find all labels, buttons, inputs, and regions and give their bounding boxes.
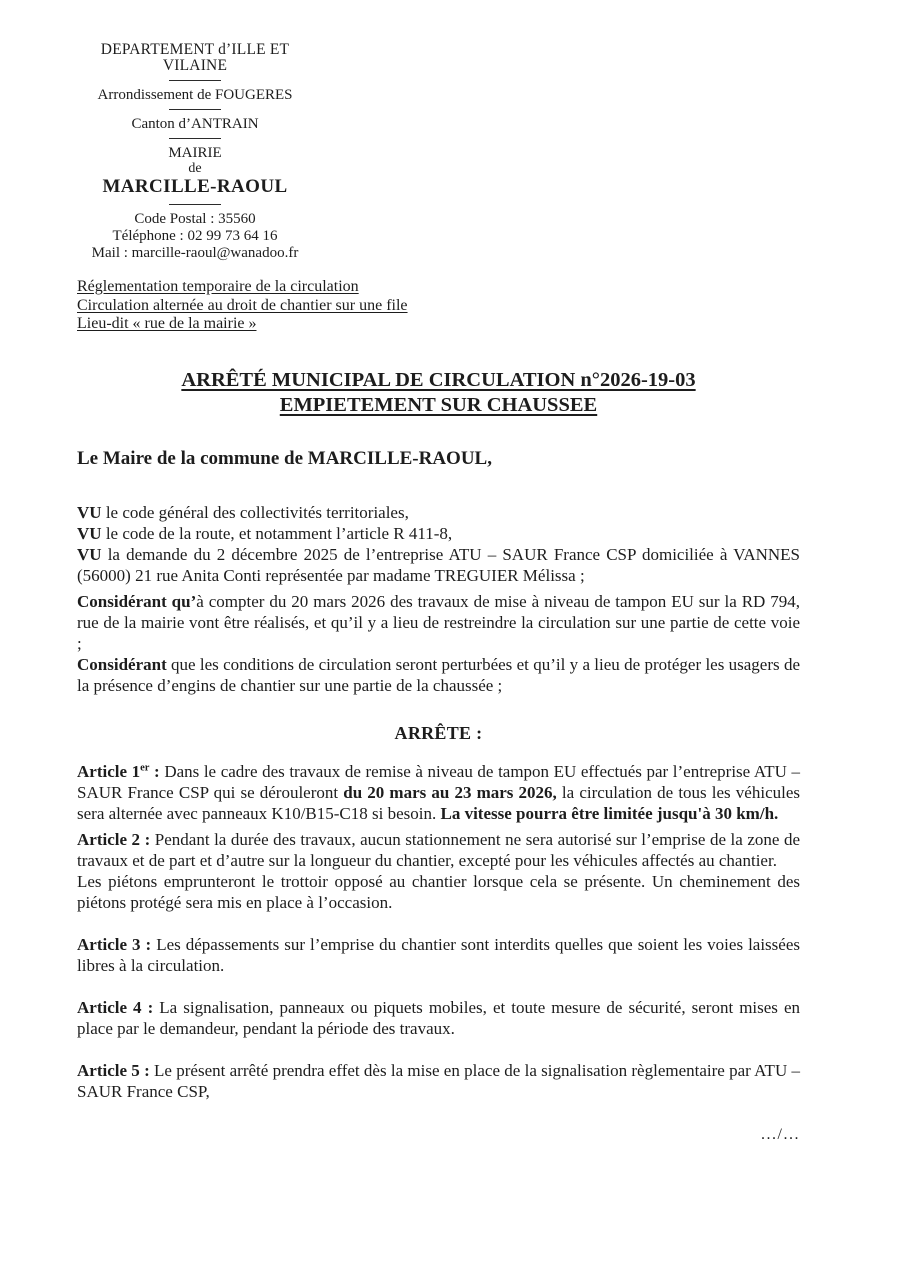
letterhead-telephone: Téléphone : 02 99 73 64 16	[112, 228, 278, 244]
considerant-clause-1: Considérant qu’à compter du 20 mars 2026 des travaux de mise à niveau de tampon EU sur la RD 794, rue de la mairie vont être réalisés, et qu’il y a lieu de restreindre la circulation sur une partie de cette voie ;	[77, 591, 800, 653]
divider	[169, 80, 221, 81]
subject-lines	[77, 278, 900, 334]
vu-clause-2: VU le code de la route, et notamment l’article R 411-8,	[77, 523, 453, 543]
letterhead-mail: Mail : marcille-raoul@wanadoo.fr	[91, 245, 299, 261]
divider	[169, 109, 221, 110]
subject-line-3-text: Lieu-dit « rue de la mairie »	[77, 315, 257, 332]
letterhead-department: DEPARTEMENT d’ILLE ET VILAINE	[100, 41, 290, 74]
subject-line-2-text: Circulation alternée au droit de chantier sur une file	[77, 296, 408, 314]
subject-line-1	[77, 278, 900, 297]
divider	[169, 204, 221, 205]
decree-title-line-2-text: EMPIETEMENT SUR CHAUSSEE	[279, 393, 598, 416]
decree-title-line-1	[77, 368, 800, 393]
article-3: Article 3 : Les dépassements sur l’emprise du chantier sont interdits quelles que soient les voies laissées libres à la circulation.	[77, 934, 800, 975]
article-2: Article 2 : Pendant la durée des travaux, aucun stationnement ne sera autorisé sur l’emprise de la zone de travaux et de part et d’autre sur la longueur du chantier, excepté pour les véhicules affectés au chantier. Les piétons emprunteront le trottoir opposé au chantier lorsque cela se présente. Un cheminement des piétons protégé sera mis en place à l’occasion.	[77, 829, 800, 912]
letterhead	[77, 42, 313, 262]
letterhead-code-postal: Code Postal : 35560	[134, 211, 256, 227]
vu-clause-1: VU le code général des collectivités territoriales,	[77, 502, 409, 522]
decree-title-line-2	[77, 393, 800, 418]
vu-clause-3: VU la demande du 2 décembre 2025 de l’entreprise ATU – SAUR France CSP domiciliée à VANNES (56000) 21 rue Anita Conti représentée par madame TREGUIER Mélissa ;	[77, 544, 800, 585]
article-4: Article 4 : La signalisation, panneaux ou piquets mobiles, et toute mesure de sécurité, seront mises en place par le demandeur, pendant la période des travaux.	[77, 997, 801, 1038]
divider	[169, 138, 221, 139]
considerant-clause-2: Considérant que les conditions de circulation seront perturbées et qu’il y a lieu de protéger les usagers de la présence d’engins de chantier sur une partie de la chaussée ;	[77, 654, 800, 695]
page-continuation-mark: .../...	[761, 1125, 800, 1143]
letterhead-de: de	[188, 161, 202, 176]
opening-line: Le Maire de la commune de MARCILLE-RAOUL,	[77, 447, 492, 469]
arrete-heading: ARRÊTE :	[394, 722, 483, 743]
subject-line-1-text: Réglementation temporaire de la circulation	[77, 278, 359, 295]
letterhead-commune-name: MARCILLE-RAOUL	[102, 176, 288, 197]
letterhead-arrondissement: Arrondissement de FOUGERES	[97, 87, 293, 103]
article-5: Article 5 : Le présent arrêté prendra effet dès la mise en place de la signalisation règlementaire par ATU – SAUR France CSP,	[77, 1060, 801, 1101]
subject-line-3	[77, 315, 900, 334]
considerant-clauses	[77, 591, 800, 696]
article-1: Article 1er : Dans le cadre des travaux de remise à niveau de tampon EU effectués par l’entreprise ATU – SAUR France CSP qui se dérouleront du 20 mars au 23 mars 2026, la circulation de tous les véhicules sera alternée avec panneaux K10/B15-C18 si besoin. La vitesse pourra être limitée jusqu'à 30 km/h.	[77, 761, 800, 823]
letterhead-canton: Canton d’ANTRAIN	[131, 116, 259, 132]
subject-line-2	[77, 297, 900, 316]
decree-title-line-1-text: ARRÊTÉ MUNICIPAL DE CIRCULATION n°2026-19-03	[181, 368, 696, 391]
vu-clauses	[77, 502, 800, 586]
letterhead-mairie: MAIRIE	[168, 145, 222, 161]
document-body	[0, 368, 900, 1144]
decree-title	[77, 368, 800, 418]
